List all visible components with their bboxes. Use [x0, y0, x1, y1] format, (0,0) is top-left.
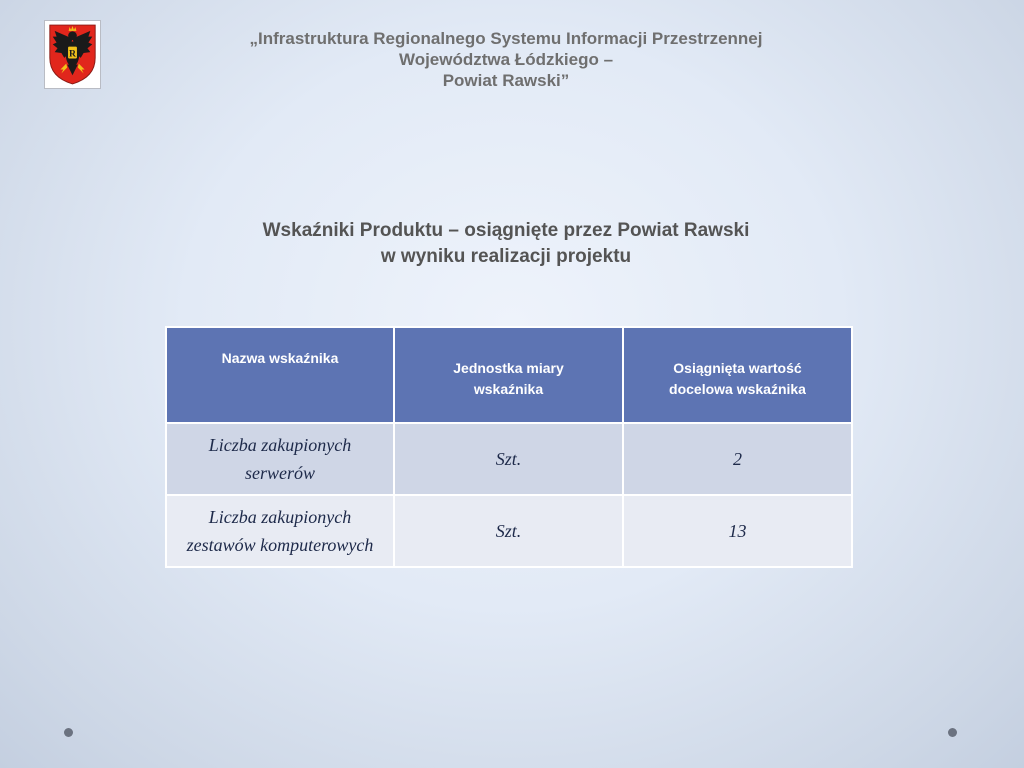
- section-heading-line-1: Wskaźniki Produktu – osiągnięte przez Powiat Rawski: [262, 220, 750, 241]
- bullet-dot-icon: [64, 728, 73, 737]
- column-header-unit-line-1: Jednostka miary: [453, 360, 564, 376]
- indicators-table: [165, 326, 853, 568]
- unit-cell: Szt.: [394, 495, 623, 567]
- table-row: [166, 423, 852, 495]
- column-header-unit-line-2: wskaźnika: [473, 381, 544, 397]
- section-heading: [150, 218, 862, 270]
- crest-letter: R: [69, 48, 76, 60]
- indicator-name-line-1: Liczba zakupionych: [208, 435, 352, 455]
- title-line-2: Województwa Łódzkiego –: [398, 50, 614, 69]
- column-header-target-value-line-2: docelowa wskaźnika: [669, 381, 806, 397]
- indicator-name-line-2: serwerów: [244, 463, 315, 483]
- column-header-target-value: [623, 327, 852, 423]
- unit-cell: Szt.: [394, 423, 623, 495]
- column-header-target-value-line-1: Osiągnięta wartość: [673, 360, 802, 376]
- indicator-name-cell: [166, 423, 394, 495]
- value-cell: 2: [623, 423, 852, 495]
- section-heading-line-2: w wyniku realizacji projektu: [380, 246, 632, 267]
- column-header-indicator-name: [166, 327, 394, 423]
- table-header-row: [166, 327, 852, 423]
- title-line-3: Powiat Rawski”: [442, 71, 570, 90]
- column-header-unit: [394, 327, 623, 423]
- coat-of-arms-eagle-icon: [44, 20, 101, 89]
- title-line-1: „Infrastruktura Regionalnego Systemu Informacji Przestrzennej: [249, 29, 763, 48]
- indicator-name-line-1: Liczba zakupionych: [208, 507, 352, 527]
- bullet-dot-icon: [948, 728, 957, 737]
- indicator-name-cell: [166, 495, 394, 567]
- page-title: [170, 28, 842, 91]
- indicator-name-line-2: zestawów komputerowych: [186, 535, 374, 555]
- table-row: [166, 495, 852, 567]
- value-cell: 13: [623, 495, 852, 567]
- column-header-indicator-name-line-1: Nazwa wskaźnika: [221, 350, 339, 366]
